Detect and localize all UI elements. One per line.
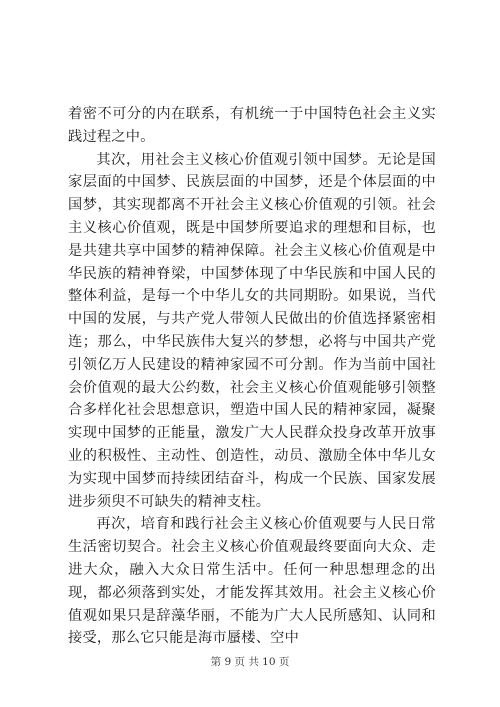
paragraph-core-values-guide-china-dream: 其次，用社会主义核心价值观引领中国梦。无论是国家层面的中国梦、民族层面的中国梦，还是个体层面的中国梦，其实现都离不开社会主义核心价值观的引领。社会主义核心价值观，既是中国梦所要追求的理想和目标，也是共建共享中国梦的精神保障。社会主义核心价值观是中华民族的精神脊梁，中国梦体现了中华民族和中国人民的整体利益，是每一个中华儿女的共同期盼。如果说，当代中国的发展，与共产党人带领人民做出的价值选择紧密相连；那么，中华民族伟大复兴的梦想，必将与中国共产党引领亿万人民建设的精神家园不可分割。作为当前中国社会价值观的最大公约数，社会主义核心价值观能够引领整合多样化社会思想意识，塑造中国人民的精神家园，凝聚实现中国梦的正能量，激发广大人民群众投身改革开放事业的积极性、主动性、创造性，动员、激励全体中华儿女为实现中国梦而持续团结奋斗，构成一个民族、国家发展进步须臾不可缺失的精神支柱。 — [68, 151, 436, 510]
page-number: 第 9 页 共 10 页 — [210, 656, 290, 668]
paragraph-continuation: 着密不可分的内在联系，有机统一于中国特色社会主义实践过程之中。 — [68, 106, 436, 145]
page-footer — [0, 655, 500, 669]
document-body — [68, 103, 436, 650]
paragraph-core-values-daily-life: 再次，培育和践行社会主义核心价值观要与人民日常生活密切契合。社会主义核心价值观最终要面向大众、走进大众，融入大众日常生活中。任何一种思想理念的出现，都必须落到实处，才能发挥其效用。社会主义核心价值观如果只是辞藻华丽，不能为广大人民所感知、认同和接受，那么它只能是海市蜃楼、空中 — [68, 516, 436, 647]
